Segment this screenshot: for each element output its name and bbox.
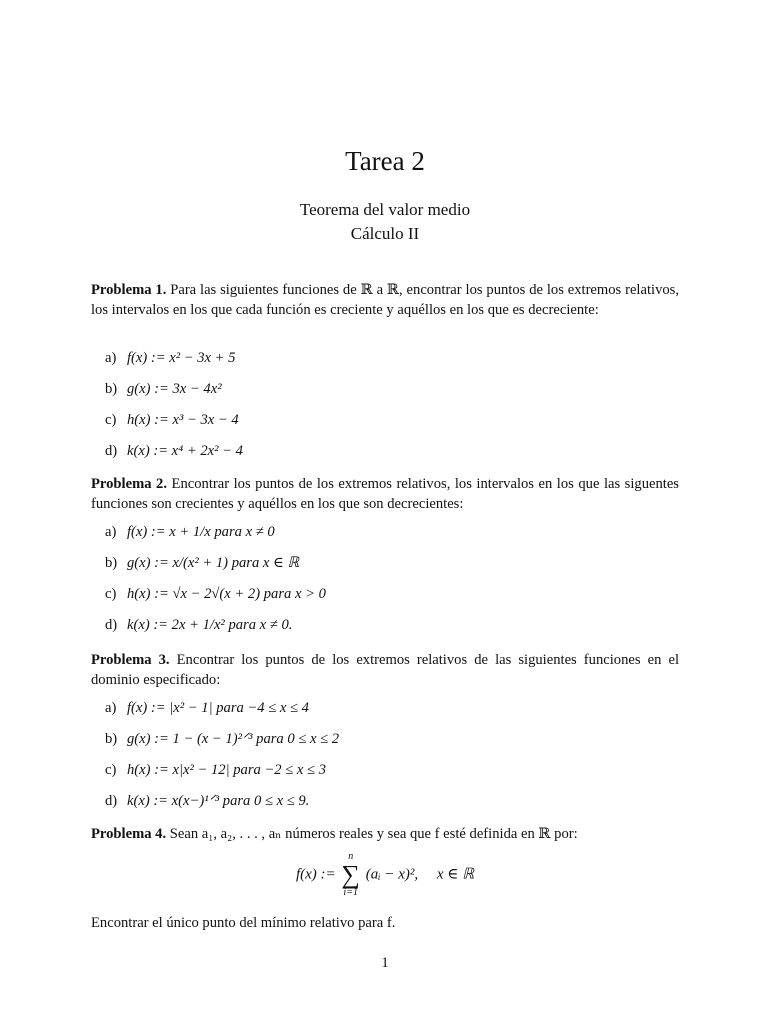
list-item: b) g(x) := x/(x² + 1) para x ∈ ℝ: [105, 555, 300, 571]
list-item: d) k(x) := x⁴ + 2x² − 4: [105, 443, 243, 459]
list-item: d) k(x) := x(x−)¹ᐟ³ para 0 ≤ x ≤ 9.: [105, 793, 310, 809]
formula-right: (aᵢ − x)², x ∈ ℝ: [365, 866, 474, 883]
sum-lower-limit: i=1: [343, 887, 358, 898]
sum-symbol: ∑: [341, 860, 360, 889]
document-subtitle-topic: Teorema del valor medio: [299, 200, 471, 219]
document-subtitle-course: Cálculo II: [350, 224, 420, 243]
problem-2-items: [105, 522, 665, 646]
problem-1-label: Problema 1.: [91, 282, 167, 298]
list-item: c) h(x) := √x − 2√(x + 2) para x > 0: [105, 586, 326, 602]
problem-2: [91, 474, 679, 514]
sum-upper-limit: n: [348, 851, 354, 862]
problem-1-text: Para las siguientes funciones de ℝ a ℝ, encontrar los puntos de los extremos relativos, los intervalos en los que cada función es creciente y aquéllos en los que es decreciente:: [91, 282, 679, 318]
problem-4-label: Problema 4.: [91, 826, 167, 842]
problem-3-label: Problema 3.: [91, 652, 170, 668]
problem-3-items: [105, 698, 665, 822]
formula-left: f(x) :=: [295, 866, 336, 883]
sigma-symbol: [341, 852, 360, 898]
list-item: d) k(x) := 2x + 1/x² para x ≠ 0.: [105, 617, 293, 633]
problem-4-closing: Encontrar el único punto del mínimo relativo para f.: [91, 915, 396, 931]
problem-3-text: Encontrar los puntos de los extremos relativos de las siguientes funciones en el dominio especificado:: [91, 652, 679, 688]
problem-4: [91, 824, 679, 844]
problem-1-items: [105, 348, 665, 472]
summation-formula: [91, 852, 679, 898]
list-item: a) f(x) := x² − 3x + 5: [105, 350, 236, 366]
problem-3: [91, 650, 679, 690]
list-item: b) g(x) := 3x − 4x²: [105, 381, 222, 397]
problem-2-label: Problema 2.: [91, 476, 167, 492]
list-item: a) f(x) := x + 1/x para x ≠ 0: [105, 524, 275, 540]
page-number: 1: [381, 955, 389, 971]
list-item: a) f(x) := |x² − 1| para −4 ≤ x ≤ 4: [105, 700, 309, 716]
problem-2-text: Encontrar los puntos de los extremos relativos, los intervalos en los que las siguentes funciones son crecientes y aquéllos en los que son decrecientes:: [91, 476, 679, 512]
list-item: b) g(x) := 1 − (x − 1)²ᐟ³ para 0 ≤ x ≤ 2: [105, 731, 340, 747]
list-item: c) h(x) := x³ − 3x − 4: [105, 412, 239, 428]
problem-1: [91, 280, 679, 320]
document-title: Tarea 2: [345, 146, 425, 176]
problem-4-text: Sean a₁, a₂, . . . , aₙ números reales y sea que f esté definida en ℝ por:: [169, 826, 578, 842]
list-item: c) h(x) := x|x² − 12| para −2 ≤ x ≤ 3: [105, 762, 326, 778]
